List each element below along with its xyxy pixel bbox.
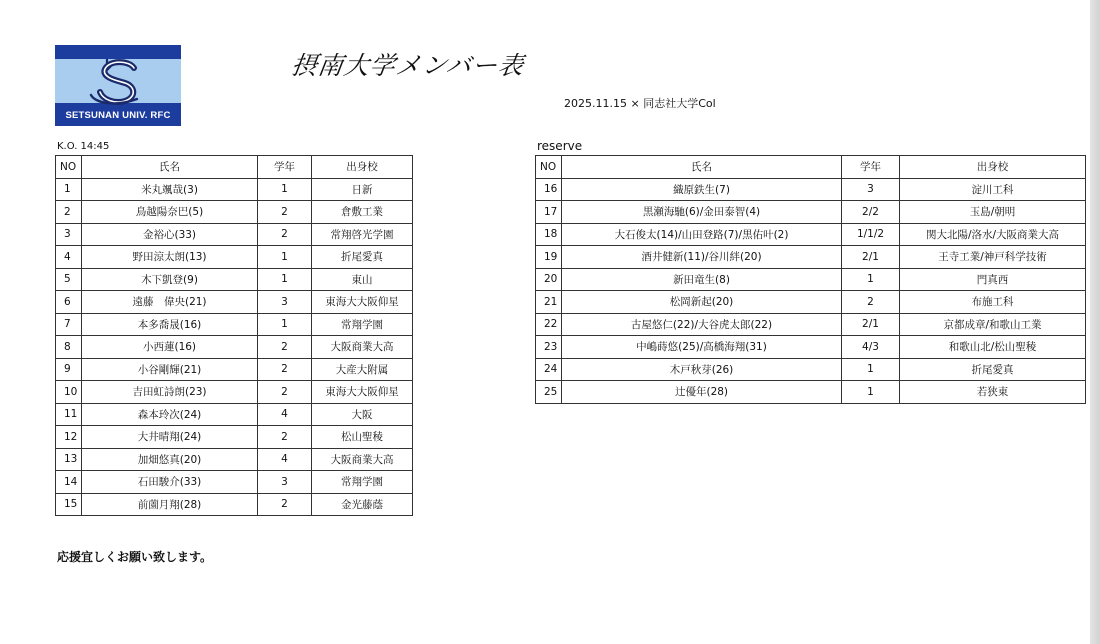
cell-no: 20 (536, 268, 562, 291)
table-row (56, 201, 413, 224)
team-logo (55, 45, 181, 126)
cell-name: 大石俊太(14)/山田登路(7)/黒佑叶(2) (562, 223, 842, 246)
logo-text: SETSUNAN UNIV. RFC (65, 110, 171, 121)
cell-school: 門真西 (900, 268, 1086, 291)
cell-name: 森本玲次(24) (82, 403, 258, 426)
table-header-row (536, 156, 1086, 179)
table-row (56, 336, 413, 359)
table-row (56, 403, 413, 426)
cell-no: 4 (56, 246, 82, 269)
cell-grade: 2 (258, 223, 312, 246)
cell-name: 前薗月翔(28) (82, 493, 258, 516)
column-header-grade: 学年 (258, 156, 312, 179)
cell-school: 常翔学園 (312, 313, 413, 336)
cell-no: 19 (536, 246, 562, 269)
table-row (56, 313, 413, 336)
column-header-grade: 学年 (842, 156, 900, 179)
cell-name: 吉田虹詩朗(23) (82, 381, 258, 404)
cell-no: 12 (56, 426, 82, 449)
cell-name: 加畑悠真(20) (82, 448, 258, 471)
cell-no: 8 (56, 336, 82, 359)
cell-grade: 2 (258, 201, 312, 224)
cell-school: 王寺工業/神戸科学技術 (900, 246, 1086, 269)
cell-grade: 1 (842, 268, 900, 291)
cell-name: 石田駿介(33) (82, 471, 258, 494)
cell-no: 16 (536, 178, 562, 201)
table-row (56, 223, 413, 246)
cell-school: 和歌山北/松山聖稜 (900, 336, 1086, 359)
cell-school: 東山 (312, 268, 413, 291)
cell-school: 関大北陽/洛水/大阪商業大高 (900, 223, 1086, 246)
cell-grade: 1/1/2 (842, 223, 900, 246)
cell-name: 野田涼太朗(13) (82, 246, 258, 269)
cell-no: 7 (56, 313, 82, 336)
column-header-school: 出身校 (312, 156, 413, 179)
document-title: 摂南大学メンバー表 (289, 51, 527, 80)
cell-school: 玉島/朝明 (900, 201, 1086, 224)
cell-school: 淀川工科 (900, 178, 1086, 201)
cell-grade: 2 (258, 426, 312, 449)
cell-name: 小谷剛輝(21) (82, 358, 258, 381)
cell-name: 米丸颯哉(3) (82, 178, 258, 201)
cell-no: 25 (536, 381, 562, 404)
cell-no: 13 (56, 448, 82, 471)
table-row (536, 381, 1086, 404)
column-header-no: NO (536, 156, 562, 179)
cell-grade: 3 (258, 291, 312, 314)
column-header-name: 氏名 (82, 156, 258, 179)
table-row (56, 471, 413, 494)
cell-school: 大阪商業大高 (312, 448, 413, 471)
cell-school: 京都成章/和歌山工業 (900, 313, 1086, 336)
cell-school: 常翔啓光学園 (312, 223, 413, 246)
cell-grade: 4 (258, 403, 312, 426)
cell-school: 金光藤蔭 (312, 493, 413, 516)
cell-name: 織原鉄生(7) (562, 178, 842, 201)
cell-grade: 2 (258, 336, 312, 359)
cell-no: 3 (56, 223, 82, 246)
table-row (56, 246, 413, 269)
cell-grade: 1 (258, 268, 312, 291)
cell-school: 折尾愛真 (900, 358, 1086, 381)
table-row (536, 268, 1086, 291)
cell-school: 布施工科 (900, 291, 1086, 314)
cell-grade: 2 (258, 493, 312, 516)
cell-school: 大阪商業大高 (312, 336, 413, 359)
cell-grade: 2/1 (842, 246, 900, 269)
table-row (536, 358, 1086, 381)
cell-school: 大産大附属 (312, 358, 413, 381)
cell-grade: 2/2 (842, 201, 900, 224)
table-row (56, 426, 413, 449)
table-header-row (56, 156, 413, 179)
cell-name: 黒瀬海馳(6)/金田泰智(4) (562, 201, 842, 224)
cell-name: 辻優年(28) (562, 381, 842, 404)
cell-school: 松山聖稜 (312, 426, 413, 449)
table-row (56, 381, 413, 404)
cell-no: 18 (536, 223, 562, 246)
column-header-name: 氏名 (562, 156, 842, 179)
cell-no: 17 (536, 201, 562, 224)
cell-no: 11 (56, 403, 82, 426)
cell-school: 折尾愛真 (312, 246, 413, 269)
cell-grade: 2/1 (842, 313, 900, 336)
table-row (56, 268, 413, 291)
cell-name: 酒井健新(11)/谷川絆(20) (562, 246, 842, 269)
table-row (56, 291, 413, 314)
cell-grade: 1 (842, 381, 900, 404)
cell-grade: 2 (258, 381, 312, 404)
match-info: 2025.11.15 × 同志社大学Col (564, 97, 716, 110)
cell-name: 鳥越陽奈巴(5) (82, 201, 258, 224)
cell-grade: 2 (258, 358, 312, 381)
table-row (536, 178, 1086, 201)
reserve-label: reserve (537, 139, 583, 153)
cell-grade: 1 (258, 178, 312, 201)
cell-no: 15 (56, 493, 82, 516)
cell-no: 1 (56, 178, 82, 201)
column-header-school: 出身校 (900, 156, 1086, 179)
cell-no: 14 (56, 471, 82, 494)
column-header-no: NO (56, 156, 82, 179)
cell-school: 東海大大阪仰星 (312, 291, 413, 314)
cell-no: 24 (536, 358, 562, 381)
cell-no: 2 (56, 201, 82, 224)
footer-note: 応援宜しくお願い致します。 (57, 550, 213, 564)
cell-grade: 4/3 (842, 336, 900, 359)
cell-school: 大阪 (312, 403, 413, 426)
cell-no: 23 (536, 336, 562, 359)
cell-no: 21 (536, 291, 562, 314)
cell-name: 金裕心(33) (82, 223, 258, 246)
cell-school: 若狭東 (900, 381, 1086, 404)
cell-name: 大井晴翔(24) (82, 426, 258, 449)
cell-name: 松岡新起(20) (562, 291, 842, 314)
table-row (536, 291, 1086, 314)
cell-name: 木戸秋芽(26) (562, 358, 842, 381)
reserve-table (535, 155, 1086, 404)
cell-school: 倉敷工業 (312, 201, 413, 224)
table-row (536, 313, 1086, 336)
cell-name: 遠藤 偉央(21) (82, 291, 258, 314)
cell-school: 常翔学園 (312, 471, 413, 494)
cell-grade: 1 (258, 313, 312, 336)
cell-grade: 1 (258, 246, 312, 269)
cell-no: 10 (56, 381, 82, 404)
table-row (56, 178, 413, 201)
starters-table (55, 155, 413, 516)
cell-grade: 3 (842, 178, 900, 201)
cell-grade: 1 (842, 358, 900, 381)
table-row (56, 358, 413, 381)
table-row (536, 223, 1086, 246)
kickoff-time: K.O. 14:45 (57, 141, 110, 152)
cell-name: 本多喬晟(16) (82, 313, 258, 336)
cell-no: 9 (56, 358, 82, 381)
cell-no: 5 (56, 268, 82, 291)
cell-name: 小西蓮(16) (82, 336, 258, 359)
cell-school: 東海大大阪仰星 (312, 381, 413, 404)
table-row (56, 448, 413, 471)
cell-no: 22 (536, 313, 562, 336)
page-edge (1090, 0, 1100, 644)
cell-no: 6 (56, 291, 82, 314)
cell-school: 日新 (312, 178, 413, 201)
cell-name: 古屋悠仁(22)/大谷虎太郎(22) (562, 313, 842, 336)
cell-grade: 3 (258, 471, 312, 494)
cell-grade: 4 (258, 448, 312, 471)
cell-name: 新田竜生(8) (562, 268, 842, 291)
cell-grade: 2 (842, 291, 900, 314)
table-row (56, 493, 413, 516)
cell-name: 中嶋蒔悠(25)/高橋海翔(31) (562, 336, 842, 359)
table-row (536, 201, 1086, 224)
cell-name: 木下凱登(9) (82, 268, 258, 291)
table-row (536, 336, 1086, 359)
table-row (536, 246, 1086, 269)
